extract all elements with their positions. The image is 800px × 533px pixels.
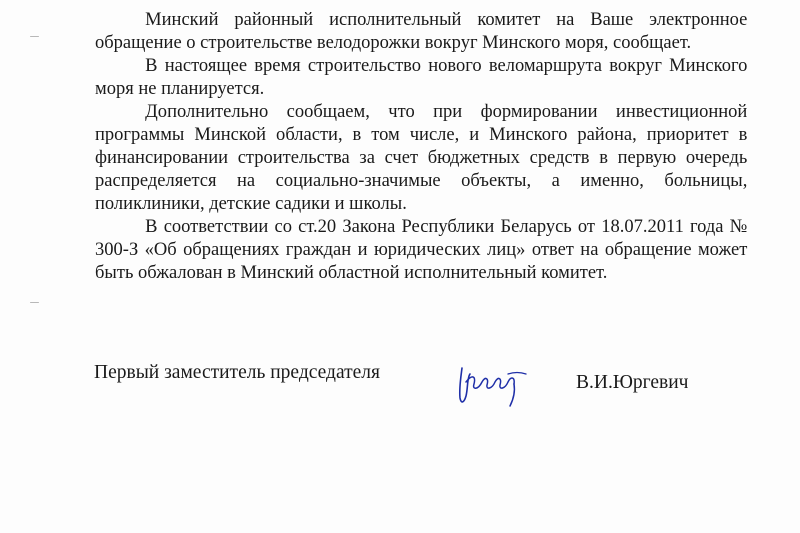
margin-mark-top [30,36,39,37]
signatory-title: Первый заместитель председателя [94,362,380,383]
paragraph-investment-priority: Дополнительно сообщаем, что при формировании инвестиционной программы Минской области, в том числе, и Минского района, приоритет в финансировании строительства за счет бюджетных средств в первую очередь распределяется на социально-значимые объекты, а именно, больницы, поликлиники, детские садики и школы. [95,101,748,214]
handwritten-signature [452,360,528,408]
paragraph-not-planned: В настоящее время строительство нового веломаршрута вокруг Минского моря не планируется. [95,55,748,99]
paragraph-appeal-rights: В соответствии со ст.20 Закона Республики Беларусь от 18.07.2011 года № 300-З «Об обращениях граждан и юридических лиц» ответ на обращение может быть обжалован в Минский областной исполнительный комитет. [95,216,748,283]
letter-body [95,8,771,284]
margin-mark-middle [30,302,39,303]
signatory-name: В.И.Юргевич [576,372,689,393]
paragraph-intro: Минский районный исполнительный комитет на Ваше электронное обращение о строительстве велодорожки вокруг Минского моря, сообщает. [95,9,748,53]
